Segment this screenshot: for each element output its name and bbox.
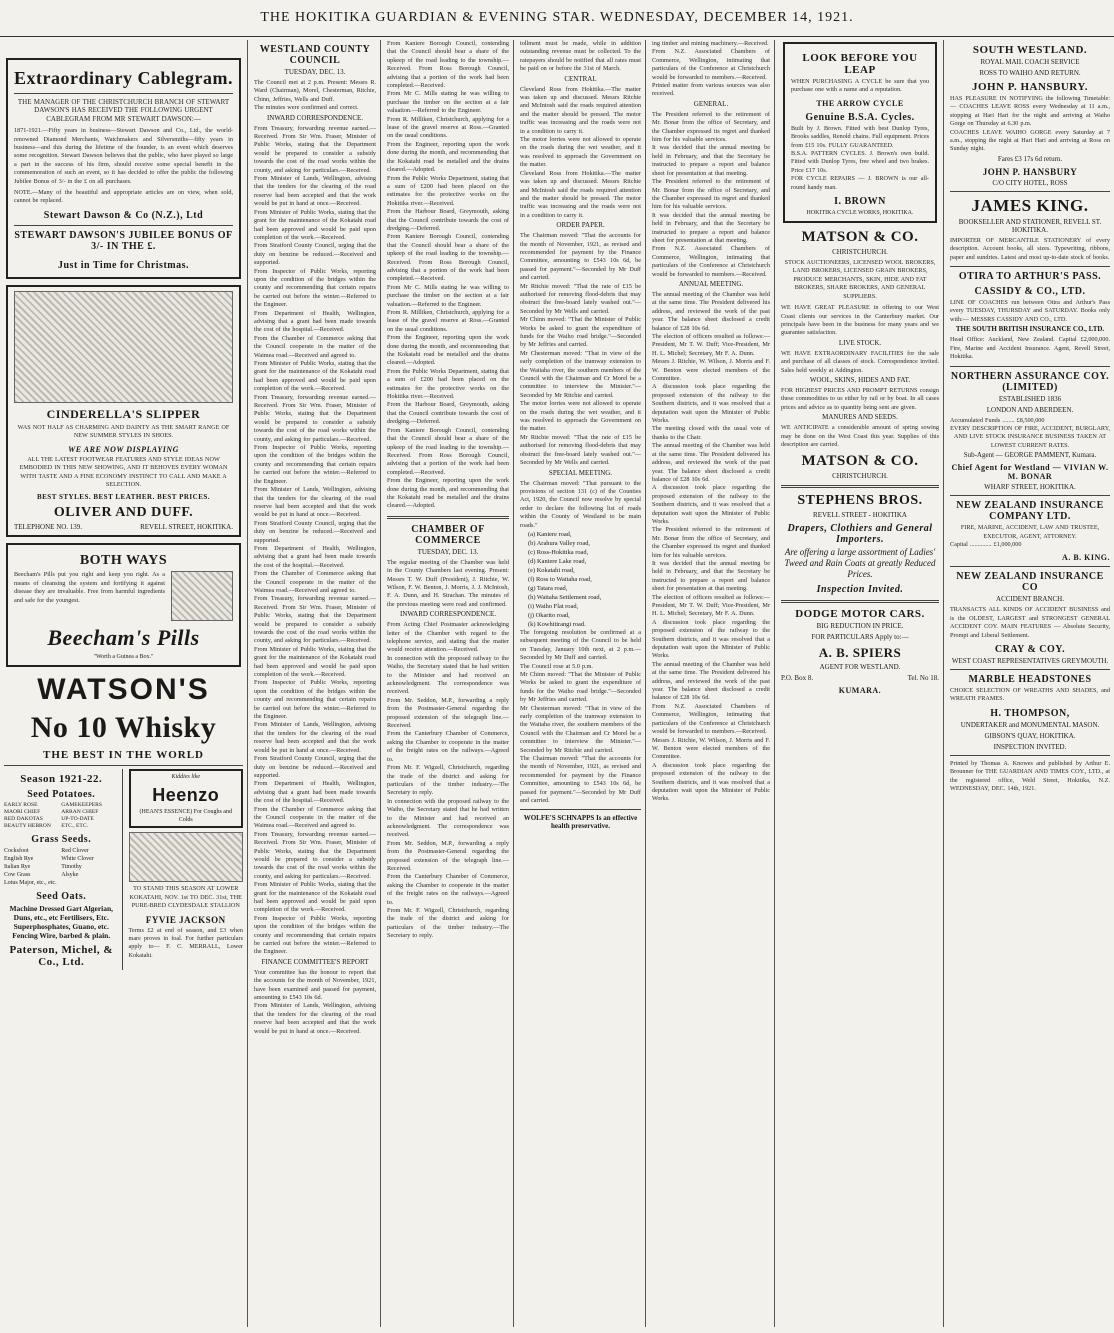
nzi2-body: TRANSACTS ALL KINDS OF ACCIDENT BUSINESS and is the OLDEST, LARGEST and STRONGEST GENERAL ACCIDENT COY. MAIN FEATURES — Absolute Security, Prompt and Liberal Settlement. [950,606,1110,639]
cycle-brand: THE ARROW CYCLE [816,98,904,108]
beecham-ad [6,543,241,667]
roads-list [520,530,641,629]
col3-p1c: From Kaniere Borough Council, contending that the Council should bear a share of the upkeep of the road leading to the township.—Received. From Ross Borough Council, advising that a portion of the work had been completed.—Received. [387,426,509,476]
westland-council-date: TUESDAY, DEC. 13. [284,68,346,76]
council-p7b: From Inspector of Public Works, reporting upon the condition of the bridges within the county and recommending that certain repairs be carried out before the winter.—Referred to the Engineer. [254,444,376,485]
stephens-ad [781,493,939,595]
col5-p2: From N.Z. Associated Chambers of Commerce, Wellington, intimating that particulars of the Conference at Christchurch would be forwarded to members.—Received. [652,48,770,81]
matson-name: MATSON & CO. [801,229,919,246]
col5-p4: The President referred to the retirement of Mr. Bonar from the office of Secretary, and the Chamber expressed its regret and thanked him for his valuable services. [652,110,770,144]
chamber-inward-heading: INWARD CORRESPONDENCE. [399,610,497,619]
grass-item: Cow Grass [4,872,31,879]
col5-p6b: The annual meeting of the Chamber was held at the same time. The President delivered his address, and reviewed the work of the past year. The balance sheet disclosed a credit balance of £28 10s 6d. [652,442,770,483]
live-stock-body: WE HAVE EXTRAORDINARY FACILITIES for the sale and purchase of all classes of stock. Correspondence invited. Sales held weekly at Addington. [781,349,939,374]
grass-item: Italian Rye [4,864,31,871]
col3-p9b: In connection with the proposed railway to the Waiho, the Secretary stated that he had written to the Minister and had received an acknowledgment. The correspondence was received. [387,797,509,839]
northern-title: NORTHERN ASSURANCE COY. (LIMITED) [950,370,1110,393]
stallion-intro: TO STAND THIS SEASON AT LOWER KOKATAHI, NOV. 1st TO DEC. 31st, THE PURE-BRED CLYDESDALE STALLION [129,885,242,910]
col5-p9c: A discussion took place regarding the proposed extension of the railway to the Southern districts, and it was resolved that a deputation wait upon the Minister of Public Works. [652,618,770,660]
cinderella-illustration [14,291,233,403]
british-head: THE SOUTH BRITISH INSURANCE CO., LTD. [955,325,1105,334]
stallion-terms: Terms £2 at end of season, and £3 when mare proves in foal. For further particulars apply to— F. C. MERRALL, Lower Kokatahi. [128,926,243,959]
col4-p4: The Chairman moved: "That the accounts for the month of November, 1921, as revised and recommended for payment by the Finance Committee, amounting to £543 10s 6d, be passed for payment."—Seconded by Mr Duff and carried. [520,232,641,282]
spiers-agent: AGENT FOR WESTLAND. [819,663,901,672]
road-item: (g) Tatara road, [528,584,568,592]
council-p3b: From Treasury, forwarding revenue earned.—Received. From Sir Wm. Fraser, Minister of Public Works, stating that the Department would be prepared to consider a subsidy towards the cost of the road works within the county, and asking for particulars.—Received. [254,393,376,443]
road-item: (d) Kaniere Lake road, [528,557,587,565]
cinderella-ad [6,285,241,537]
column-2 [250,40,381,1327]
col3-p11b: From the Canterbury Chamber of Commerce, asking the Chamber to cooperate in the matter of the freight rates on the railways.—Agreed to. [387,873,509,906]
col3-p2: From Mr C. Mills stating he was willing to purchase the timber on the section at a fair valuation.—Referred to the Engineer. [387,90,509,115]
council-p7c: From Inspector of Public Works, reporting upon the condition of the bridges within the county and recommending that certain repairs be carried out before the winter.—Referred to the Engineer. [254,679,376,721]
cray-sub: WEST COAST REPRESENTATIVES GREYMOUTH. [951,656,1109,665]
chamber-date: TUESDAY, DEC. 13. [417,547,479,556]
heenzo-top: Kiddies like [171,774,200,781]
oliver-name: OLIVER AND DUFF. [53,505,194,521]
order-heading: ORDER PAPER. [556,221,605,230]
hansbury-fares: Fares £3 17s 6d return. [997,154,1063,163]
northern-city: LONDON AND ABERDEEN. [986,405,1074,414]
matson-body: STOCK AUCTIONEERS, LICENSED WOOL BROKERS, LAND BROKERS, LICENSED GRAIN BROKERS, PRODUCE MERCHANTS, SKIN, HIDE AND FAT BROKERS, SHARE BROKERS, AND GENERAL SUPPLIERS. [784,259,936,300]
nzi-body: FIRE, MARINE, ACCIDENT, LAW AND TRUSTEE, EXECUTOR, AGENT, ATTORNEY. [960,524,1100,540]
council-p10: Your committee has the honour to report that the accounts for the month of November, 1921, have been examined and passed for payment, amounting to £543 10s 6d. [254,968,376,1002]
northern-body: EVERY DESCRIPTION OF FIRE, ACCIDENT, BURGLARY, AND LIVE STOCK INSURANCE BUSINESS TAKEN AT LOWEST CURRENT RATES. [950,424,1110,449]
road-item: (k) Kowhitirangi road. [528,620,586,628]
col5-p7b: The election of officers resulted as follows:—President, Mr T. W. Duff; Vice-President, Mr H. L. Michel; Secretary, Mr F. A. Dunn. [652,593,770,618]
beecham-illustration [171,571,233,621]
hansbury-body: HAS PLEASURE IN NOTIFYING the following Timetable:— COACHES LEAVE ROSS every Wednesday at 11 a.m., stopping at Hari Hari for the night and arriving at Waiho Gorge on Thursday at 6.30 p.m. [950,95,1110,128]
grass-item: Timothy [61,864,82,871]
council-p9b: From the Chamber of Commerce asking that the Council cooperate in the matter of the Waimea road.—Received and agreed to. [254,570,376,594]
heenzo-and-stallion [129,769,244,970]
nzi2-sub: ACCIDENT BRANCH. [996,595,1064,604]
col4-p4b: The Chairman moved: "That the accounts for the month of November, 1921, as revised and recommended for payment by the Finance Committee, amounting to £543 10s 6d, be passed for payment."—Seconded by Mr Duff and carried. [520,755,641,805]
seed-firm: Paterson, Michel, & Co., Ltd. [9,944,114,969]
col3-p11: From the Canterbury Chamber of Commerce, asking the Chamber to cooperate in the matter of the freight rates on the railways.—Agreed to. [387,730,509,763]
cycle-title: LOOK BEFORE YOU LEAP [802,52,918,76]
column-7 [777,40,944,1327]
grass-title: Grass Seeds. [31,834,92,846]
cinderella-sub: WAS NOT HALF AS CHARMING AND DAINTY AS THE SMART RANGE OF NEW SUMMER STYLES IN SHOES. [17,423,230,440]
col3-p12: From Mr. F. Wigzell, Christchurch, regarding the trade of the district and asking for particulars of the timber industry.—The Secretary to reply. [387,764,509,797]
col3-p4b: From the Engineer, reporting upon the work done during the month, and recommending that the Kokatahi road be metalled and the drains cleared.—Adopted. [387,334,509,367]
grass-item: Lotus Major, etc., etc. [4,880,57,887]
grass-item: Alsyke [61,872,79,879]
northern-wharf: WHARF STREET, HOKITIKA. [984,483,1076,492]
col5-p3: Printed matter from various sources was also received. [652,82,770,98]
nzi2-ad [950,571,1110,665]
dodge-apply: FOR PARTICULARS Apply to:— [811,633,909,642]
col3-p2b: From Mr C. Mills stating he was willing to purchase the timber on the section at a fair valuation.—Referred to the Engineer. [387,283,509,308]
beecham-body: Beecham's Pills put you right and keep you right. As a means of cleansing the system and fortifying it against disease they are invaluable. Free from harmful ingredients and safe for the youngest. [14,571,165,604]
council-p5: From Minister of Public Works, stating that the grant for the maintenance of the Kokatahi road had been approved and would be paid upon completion of the work.—Received. [254,208,376,241]
potato-item: BEAUTY HEBRON [4,823,51,830]
stallion-illustration [129,832,244,882]
beecham-name: Beecham's Pills [47,625,200,651]
potato-item: GAMEKEEPERS [61,802,102,809]
council-p4d: From Minister of Lands, Wellington, advising that the tenders for the clearing of the road reserve had been accepted and that the work would be put in hand at once.—Received. [254,1002,376,1035]
printer-imprint: Printed by Thomas A. Knowes and published by Arthur E. Brounner for THE GUARDIAN AND TIMES COY., LTD., at the registered office, Weld Street, Hokitika, N.Z. WEDNESDAY, DEC. 14th, 1921. [950,759,1110,792]
chamber-heading: CHAMBER OF COMMERCE [411,523,485,546]
col4-p6: Mr Chinn moved: "That the Minister of Public Works be asked to grant the expenditure of funds for the Waiho road bridge."—Seconded by Mr Jeffries and carried. [520,316,641,349]
col3-p8: From Acting Chief Postmaster acknowledging letter of the Chamber with regard to the telephone service, and stating that the matter would receive attention.—Received. [387,621,509,654]
potato-item: MAORI CHIEF [4,809,41,816]
heenzo-ad [129,769,244,828]
nzi-ad [950,500,1110,562]
northern-est: ESTABLISHED 1836 [998,394,1062,403]
otira-firm: CASSIDY & CO., LTD. [974,286,1086,298]
spiers-town: KUMARA. [838,686,882,696]
cycle-body: Built by J. Brown. Fitted with best Dunlop Tyres, Brooks saddles, Renold chains. Full equipment. Prices from £15 10s. FULLY GUARANTEED. [791,124,929,149]
council-p6b: From Stratford County Council, urging that the duty on benzine be reduced.—Received and supported. [254,519,376,544]
col4-p2: Cleveland Ross from Hokitika.—The matter was taken up and discussed. Messrs Ritchie and McIntosh said the roads required attention and the matter should be pressed. The motor traffic was increasing and the roads were not in a condition to carry it. [520,85,641,135]
oliver-addr: REVELL STREET, HOKITIKA. [140,523,233,532]
seed-list: Machine Dressed Gart Algerian, Duns, etc., etc Fertilisers, Etc. Superphosphates, Guano, etc. Fencing Wire, barbed & plain. [9,904,114,941]
wool-body: FOR HIGHEST PRICES AND PROMPT RETURNS consign these commodities to us either by rail or by boat. In all cases prices and advice as to quantity being sent are given. [781,386,939,411]
hansbury-leave: COACHES LEAVE WAIHO GORGE every Saturday at 7 a.m., stopping the night at Hari Hari and arriving at Ross on Sunday night. [950,128,1110,153]
col4-p9: The foregoing resolution be confirmed at a subsequent meeting of the Council to be held on Tuesday, January 10th next, at 2 p.m.—Seconded by Mr Duff and carried. [520,628,641,662]
potato-item: ETC., ETC. [61,823,88,830]
dodge-sub: BIG REDUCTION IN PRICE. [816,622,904,631]
matson2-city: CHRISTCHURCH. [832,472,888,481]
col5-p9d: A discussion took place regarding the proposed extension of the railway to the Southern districts, and it was resolved that a deputation wait upon the Minister of Public Works. [652,761,770,803]
grass-item: Cocksfoot [4,848,29,855]
nzi-title: NEW ZEALAND INSURANCE COMPANY LTD. [956,500,1104,523]
cablegram-bonus: STEWART DAWSON'S JUBILEE BONUS OF 3/- IN THE £. [14,229,233,252]
hansbury2-name: JOHN P. HANSBURY [982,166,1078,177]
stephens-addr: REVELL STREET - HOKITIKA [813,511,907,520]
council-p6c: From Stratford County Council, urging that the duty on benzine be reduced.—Received and supported. [254,755,376,779]
col3-p5: From the Public Works Department, stating that a sum of £200 had been placed on the estimates for the protective works on the Hokitika river.—Received. [387,174,509,207]
col4-p3b: The motor lorries were not allowed to operate on the roads during the wet weather, and it was resolved to approach the Government on the matter. [520,400,641,433]
general-heading: GENERAL. [693,99,729,108]
south-title: SOUTH WESTLAND. [972,44,1088,56]
watson-tag: THE BEST IN THE WORLD [43,749,204,762]
seed-and-stallion [4,765,243,970]
col5-p9b: A discussion took place regarding the proposed extension of the railway to the Southern districts, and it was resolved that a deputation wait upon the Minister of Public Works. [652,484,770,525]
cycle-intro: WHEN PURCHASING A CYCLE be sure that you purchase one with a name and a reputation. [791,78,929,94]
marble-ad [950,674,1110,751]
south-sub: ROYAL MAIL COACH SERVICE [980,58,1080,66]
matson-city: CHRISTCHURCH. [832,248,888,257]
col3-p1b: From Kaniere Borough Council, contending that the Council should bear a share of the upkeep of the road leading to the township.—Received. From Ross Borough Council, advising that a portion of the work had been completed.—Received. [387,233,509,283]
watson-no: No 10 Whisky [30,711,217,745]
finance-heading: FINANCE COMMITTEE'S REPORT [261,957,369,966]
council-p4c: From Minister of Lands, Wellington, advising that the tenders for the clearing of the road reserve had been accepted and that the work would be put in hand at once.—Received. [254,721,376,754]
annual-heading: ANNUAL MEETING. [678,279,744,288]
road-item: (b) Arahura Valley road, [528,539,590,547]
column-8 [946,40,1114,1327]
hansbury-name: JOHN P. HANSBURY. [971,81,1089,93]
inward-heading: INWARD CORRESPONDENCE. [266,113,364,122]
watson-ad [6,673,241,761]
road-item: (h) Waitaha Settlement road, [528,593,602,601]
col5-p9: A discussion took place regarding the proposed extension of the railway to the Southern districts, and it was resolved that a deputation wait upon the Minister of Public Works. [652,383,770,425]
col4-p2b: Cleveland Ross from Hokitika.—The matter was taken up and discussed. Messrs Ritchie and McIntosh said the roads required attention and the matter should be pressed. The motor traffic was increasing and the roads were not in a condition to carry it. [520,169,641,219]
col3-p3b: From R. Milliken, Christchurch, applying for a lease of the gravel reserve at Ross.—Granted on the usual conditions. [387,309,509,333]
grass-item: Red Clover [61,848,89,855]
stallion-name: FYVIE JACKSON [145,914,226,925]
col4-p7: Mr Chesterman moved: "That in view of the early completion of the tramway extension to the Waitaha river, the southern members of the Council with the Chairman and Cr Morel be a committee to interview the Minister."—Seconded by Mr Ritchie and carried. [520,349,641,399]
column-3 [383,40,514,1327]
col3-p5b: From the Public Works Department, stating that a sum of £200 had been placed on the estimates for the protective works on the Hokitika river.—Received. [387,367,509,401]
matson-ad [781,229,939,480]
col5-p2c: From N.Z. Associated Chambers of Commerce, Wellington, intimating that particulars of the Conference at Christchurch would be forwarded to members.—Received. [652,702,770,736]
grass-item: White Clover [61,856,94,863]
council-p4b: From Minister of Lands, Wellington, advising that the tenders for the clearing of the road reserve had been accepted and that the work would be put in hand at once.—Received. [254,486,376,519]
masthead: THE HOKITIKA GUARDIAN & EVENING STAR. WEDNESDAY, DECEMBER 14, 1921. [0,0,1114,37]
marble-title: MARBLE HEADSTONES [968,673,1092,685]
cycle-brand2: Genuine B.S.A. Cycles. [805,111,915,123]
heenzo-sub: (HEAN'S ESSENCE) For Coughs and Colds [139,809,232,824]
thompson-addr: GIBSON'S QUAY, HOKITIKA. [984,731,1076,740]
nzi-agent: A. B. KING. [1062,553,1110,563]
council-p9c: From the Chamber of Commerce asking that the Council cooperate in the matter of the Waimea road.—Received and agreed to. [254,805,376,830]
season-title: Season 1921-22. [20,773,103,786]
northern-ad [950,371,1110,492]
thompson-name: H. THOMPSON, [990,707,1070,719]
otira-body: LINE OF COACHES run between Otira and Arthur's Pass every TUESDAY, THURSDAY and SATURDAY. Books only with:— MESSRS CASSIDY AND CO., LTD. [950,299,1110,323]
seed-ad [4,769,123,970]
otira-ad [950,271,1110,361]
col5-p5b: It was decided that the annual meeting be held in February, and that the Secretary be instructed to prepare a report and balance sheet for presentation at that meeting. [652,211,770,244]
king-ad [950,196,1110,262]
nzi-capital: Capital .............. £1,000,000 [950,540,1022,548]
matson2-name: MATSON & CO. [801,453,919,470]
northern-funds: Accumulated Funds ........ £8,500,000 [950,416,1045,424]
col3-p6b: From the Harbour Board, Greymouth, asking that the Council contribute towards the cost of dredging.—Deferred. [387,401,509,426]
spiers-name: A. B. SPIERS [818,645,902,661]
brown-name: I. BROWN [834,196,886,208]
heenzo-name: Heenzo [152,785,220,806]
stephens-b: Are offering a large assortment of Ladies' Tweed and Rain Coats at greatly Reduced Prices. [784,547,936,580]
dodge-title: DODGE MOTOR CARS. [795,608,925,621]
col4-p1: tollment must be made, while in addition outstanding revenue must be collected. To the ratepayers should be notified that all rates must be paid on or before the 31st of March. [520,40,641,73]
manures-body: WE ANTICIPATE a considerable amount of spring sowing may be done on the West Coast this year. Supplies of this description are carried. [781,424,939,448]
road-item: (e) Kokatahi road, [528,566,575,574]
seed-oats-title: Seed Oats. [36,891,87,903]
council-p7: From Inspector of Public Works, reporting upon the condition of the bridges within the county and recommending that certain repairs be carried out before the winter.—Referred to the Engineer. [254,267,376,309]
road-item: (f) Ross to Waitaha road, [528,575,592,583]
stephens-a: Drapers, Clothiers and General Importers. [787,523,933,546]
potato-item: RED DAKOTAS [4,816,43,823]
cycle-repairs: FOR CYCLE REPAIRS — J. BROWN is our all-round handy man. [791,175,929,191]
thompson-inv: INSPECTION INVITED. [993,742,1067,751]
col3-p10: From Mr. Seddon, M.P., forwarding a reply from the Postmaster-General regarding the proposed extension of the telegraph line.—Received. [387,696,509,730]
road-item: (i) Waiho Flat road, [528,602,579,610]
potato-list [4,802,119,830]
cablegram-firm: Stewart Dawson & Co (N.Z.), Ltd [43,209,204,221]
council-p5d: From Minister of Public Works, stating that the grant for the maintenance of the Kokatahi road had been approved and would be paid upon completion of the work.—Received. [254,881,376,914]
road-item: (j) Okarito road, [528,611,570,619]
cinderella-title: CINDERELLA'S SLIPPER [46,406,201,421]
special-heading: SPECIAL MEETING. [548,468,613,477]
col4-p3: The motor lorries were not allowed to operate on the roads during the wet weather, and it was resolved to approach the Government on the matter. [520,136,641,169]
seed-title: Seed Potatoes. [27,789,96,801]
council-p5b: From Minister of Public Works, stating that the grant for the maintenance of the Kokatahi road had been approved and would be paid upon completion of the work.—Received. [254,360,376,393]
potato-item: UP-TO-DATE [61,816,94,823]
king-name: JAMES KING. [971,195,1089,215]
col5-p4b: The President referred to the retirement of Mr. Bonar from the office of Secretary, and the Chamber expressed its regret and thanked him for his valuable services. [652,178,770,211]
road-item: (c) Ross-Hokitika road, [528,548,589,556]
col5-p2b: From N.Z. Associated Chambers of Commerce, Wellington, intimating that particulars of the Conference at Christchurch would be forwarded to members.—Received. [652,245,770,278]
council-p8: From Department of Health, Wellington, advising that a grant had been made towards the cost of the hospital.—Received. [254,309,376,334]
cablegram-body: 1871-1921.—Fifty years in business—Stewart Dawson and Co., Ltd., the world-renowned Diamond Merchants, Watchmakers and Silversmiths—fifty years in business—and this during the lifetime of the founder, is an event which deserves some recognition. Stewart Dawson believes that the public, who have played so large a part in the success of his firm, should receive some special benefit in the commemoration of such an event, so it has decided to offer the public the following Jubilee Bonus of 3/- in the £ on all purchases. [14,127,233,185]
northern-agent: Sub-Agent — GEORGE PAMMENT, Kumara. [963,451,1097,460]
council-p1: The Council met at 2 p.m. Present: Messrs R. Ward (Chairman), Morel, Chesterman, Ritchie, Chinn, Jeffries, Wells and Duff. [254,79,376,103]
cablegram-intro: THE MANAGER OF THE CHRISTCHURCH BRANCH OF STEWART DAWSON'S HAS RECEIVED THE FOLLOWING URGENT CABLEGRAM FROM MR STEWART DAWSON:— [17,98,230,123]
col5-p10: The meeting closed with the usual vote of thanks to the Chair. [652,425,770,441]
col4-p10: The Council rose at 5.0 p.m. [520,662,593,670]
col5-p5c: It was decided that the annual meeting be held in February, and that the Secretary be instructed to prepare a report and balance sheet for presentation at that meeting. [652,559,770,593]
col3-p10b: From Mr. Seddon, M.P., forwarding a reply from the Postmaster-General regarding the proposed extension of the telegraph line.—Received. [387,839,509,872]
cinderella-tag: BEST STYLES. BEST LEATHER. BEST PRICES. [36,493,211,502]
council-p3d: From Treasury, forwarding revenue earned.—Received. From Sir Wm. Fraser, Minister of Public Works, stating that the Department would be prepared to consider a subsidy towards the cost of the road works within the county, and asking for particulars.—Received. [254,830,376,880]
col3-p4c: From the Engineer, reporting upon the work done during the month, and recommending that the Kokatahi road be metalled and the drains cleared.—Adopted. [387,477,509,510]
south-route: ROSS TO WAIHO AND RETURN. [979,69,1081,77]
spiers-tel: Tel. No 18. [907,674,939,683]
col5-p6: The annual meeting of the Chamber was held at the same time. The President delivered his address, and reviewed the work of the past year. The balance sheet disclosed a credit balance of £28 10s 6d. [652,290,770,332]
col3-p12b: From Mr. F. Wigzell, Christchurch, regarding the trade of the district and asking for particulars of the timber industry.—The Secretary to reply. [387,907,509,940]
cinderella-show: WE ARE NOW DISPLAYING [68,444,179,454]
council-p3c: From Treasury, forwarding revenue earned.—Received. From Sir Wm. Fraser, Minister of Public Works, stating that the Department would be prepared to consider a subsidy towards the cost of the road works within the county, and asking for particulars.—Received. [254,595,376,645]
potato-item: ARRAN CHIEF [61,809,99,816]
col5-p7: The election of officers resulted as follows:—President, Mr T. W. Duff; Vice-President, Mr H. L. Michel; Secretary, Mr F. A. Dunn. [652,333,770,357]
col5-p6c: The annual meeting of the Chamber was held at the same time. The President delivered his address, and reviewed the work of the past year. The balance sheet disclosed a credit balance of £28 10s 6d. [652,660,770,702]
grass-list [4,847,119,887]
col4-p8: The Chairman moved: "That pursuant to the provisions of section 131 (c) of the Counties Act, 1920, the Council now resolve by special order to declare the following list of roads within the County of Westland to be main roads." [520,479,641,529]
col5-p4c: The President referred to the retirement of Mr. Bonar from the office of Secretary, and the Chamber expressed its regret and thanked him for his valuable services. [652,526,770,559]
col5-p5: It was decided that the annual meeting be held in February, and that the Secretary be instructed to prepare a report and balance sheet for presentation at that meeting. [652,144,770,177]
column-5 [648,40,775,1327]
marble-body: CHOICE SELECTION OF WREATHS AND SHADES, and WREATH FRAMES. [950,686,1110,703]
council-p8c: From Department of Health, Wellington, advising that a grant had been made towards the cost of the hospital.—Received. [254,780,376,805]
col3-p4: From the Engineer, reporting upon the work done during the month, and recommending that the Kokatahi road be metalled and the drains cleared.—Adopted. [387,140,509,174]
col3-p1: From Kaniere Borough Council, contending that the Council should bear a share of the upkeep of the road leading to the township.—Received. From Ross Borough Council, advising that a portion of the work had been completed.—Received. [387,40,509,90]
cablegram-title: Extraordinary Cablegram. [14,68,233,88]
thompson-sub: UNDERTAKER and MONUMENTAL MASON. [960,720,1100,729]
spiers-box: P.O. Box 8. [781,674,814,683]
wolfe-ad: WOLFE'S SCHNAPPS Is an effective health preservative. [523,814,638,831]
matson-pleasure: WE HAVE GREAT PLEASURE in offering to our West Coast clients our services in the Canterbury market. Our principals have been in the business for many years and we guarantee satisfaction. [781,304,939,337]
cablegram-xmas: Just in Time for Christmas. [57,259,189,271]
council-p4: From Minister of Lands, Wellington, advising that the tenders for the clearing of the road reserve had been accepted and that the work would be put in hand at once.—Received. [254,175,376,208]
council-p9: From the Chamber of Commerce asking that the Council cooperate in the matter of the Waimea road.—Received and agreed to. [254,334,376,359]
road-item: (a) Kaniere road, [528,530,572,538]
col4-p5b: Mr Ritchie moved: "That the rate of £15 be authorised for removing flood-debris that may obstruct the free-board lately washed out."—Seconded by Mr Wells and carried. [520,433,641,467]
south-westland-ad [950,44,1110,187]
manures-heading: MANURES AND SEEDS. [822,413,898,422]
col5-p1: ing timber and mining machinery.—Received. [652,40,769,47]
col4-p6b: Mr Chinn moved: "That the Minister of Public Works be asked to grant the expenditure of funds for the Waiho road bridge."—Seconded by Mr Jeffries and carried. [520,670,641,704]
cablegram-note: NOTE.—Many of the beautiful and appropriate articles are on view, when sold, cannot be replaced. [14,189,233,205]
council-p5c: From Minister of Public Works, stating that the grant for the maintenance of the Kokatahi road had been approved and would be paid upon completion of the work.—Received. [254,645,376,679]
col3-p3: From R. Milliken, Christchurch, applying for a lease of the gravel reserve at Ross.—Granted on the usual conditions. [387,115,509,140]
brown-addr: HOKITIKA CYCLE WORKS, HOKITIKA. [806,210,914,217]
westland-council-heading: WESTLAND COUNTY COUNCIL [259,44,371,66]
council-p2: The minutes were confirmed and correct. [254,104,359,112]
king-sub: BOOKSELLER AND STATIONER, REVELL ST. HOKITIKA. [958,217,1102,234]
col4-p7b: Mr Chesterman moved: "That in view of the early completion of the tramway extension to the Waitaha river, the southern members of the Council with the Chairman and Cr Morel be a committee to interview the Minister."—Seconded by Mr Ritchie and carried. [520,704,641,754]
nzi2-title: NEW ZEALAND INSURANCE CO [956,571,1104,594]
stephens-name: STEPHENS BROS. [797,493,923,509]
cycle-pattern: B.S.A. PATTERN CYCLES. J. Brown's own build. Fitted with Dunlop Tyres, free wheel and two brakes. Price £17 10s. [791,150,929,174]
council-p3: From Treasury, forwarding revenue earned.—Received. From Sir Wm. Fraser, Minister of Public Works, stating that the Department would be prepared to consider a subsidy towards the cost of the road works within the county, and asking for particulars.—Received. [254,124,376,174]
col5-p8b: Messrs J. Ritchie, W. Wilson, J. Morris and F. W. Benton were elected members of the Committee. [652,736,770,761]
col4-p5: Mr Ritchie moved: "That the rate of £15 be authorised for removing flood-debris that may obstruct the free-board lately washed out."—Seconded by Mr Wells and carried. [520,282,641,315]
council-p7d: From Inspector of Public Works, reporting upon the condition of the bridges within the county and recommending that certain repairs be carried out before the winter.—Referred to the Engineer. [254,914,376,956]
cycle-ad [783,42,937,223]
hansbury2-addr: C/O CITY HOTEL, ROSS [992,178,1068,187]
beecham-tag: "Worth a Guinea a Box." [93,654,154,661]
otira-title: OTIRA TO ARTHUR'S PASS. [958,271,1102,283]
watson-name: WATSON'S [37,673,210,707]
dodge-ad [781,608,939,695]
stephens-c: Inspection Invited. [816,584,904,596]
cablegram-ad [6,58,241,279]
col3-p9: In connection with the proposed railway to the Waiho, the Secretary stated that he had written to the Minister and had received an acknowledgment. The correspondence was received. [387,654,509,696]
both-ways-title: BOTH WAYS [79,553,168,569]
cinderella-body: ALL THE LATEST FOOTWEAR FEATURES AND STYLE IDEAS NOW EMBODIED IN THIS NEW SHOWING, AND IT BEHOVES EVERY WOMAN WITH TASTE AND A FINE ECONOMY INSTINCT TO CALL AND MAKE A SELECTION. [19,455,228,488]
oliver-tel: TELEPHONE NO. 139. [14,523,83,532]
col5-p8: Messrs J. Ritchie, W. Wilson, J. Morris and F. W. Benton were elected members of the Committee. [652,358,770,383]
col3-p6: From the Harbour Board, Greymouth, asking that the Council contribute towards the cost of dredging.—Deferred. [387,208,509,232]
cray-name: CRAY & COY. [994,643,1066,655]
column-4 [516,40,646,1327]
live-stock-heading: LIVE STOCK. [838,338,882,347]
column-1 [0,40,248,1327]
wool-heading: WOOL, SKINS, HIDES AND FAT. [809,375,911,384]
northern-chief: Chief Agent for Westland — VIVIAN W. M. BONAR [951,463,1109,482]
council-p6: From Stratford County Council, urging that the duty on benzine be reduced.—Received and supported. [254,242,376,267]
potato-item: EARLY ROSE [4,802,38,809]
central-heading: CENTRAL [564,74,597,83]
grass-item: English Rye [4,856,34,863]
british-body: Head Office: Auckland, New Zealand. Capital £2,000,000. Fire, Marine and Accident Insurance. Agent, Revell Street, Hokitika. [950,336,1110,361]
council-p8b: From Department of Health, Wellington, advising that a grant had been made towards the cost of the hospital.—Received. [254,544,376,569]
col3-p7: The regular meeting of the Chamber was held in the County Chambers last evening. Present: Messrs T. W. Duff (President), J. Ritchie, W. Wilson, F. W. Benton, J. Morris, J. J. McIntosh, F. A. Dunn, and H. Strachan. The minutes of the previous meeting were read and confirmed. [387,558,509,608]
king-body: IMPORTER OF MERCANTILE STATIONERY of every description. Account books, all sizes. Typewriting, ribbons, paper and sundries. Latest and most up-to-date stock of books. [950,236,1110,261]
